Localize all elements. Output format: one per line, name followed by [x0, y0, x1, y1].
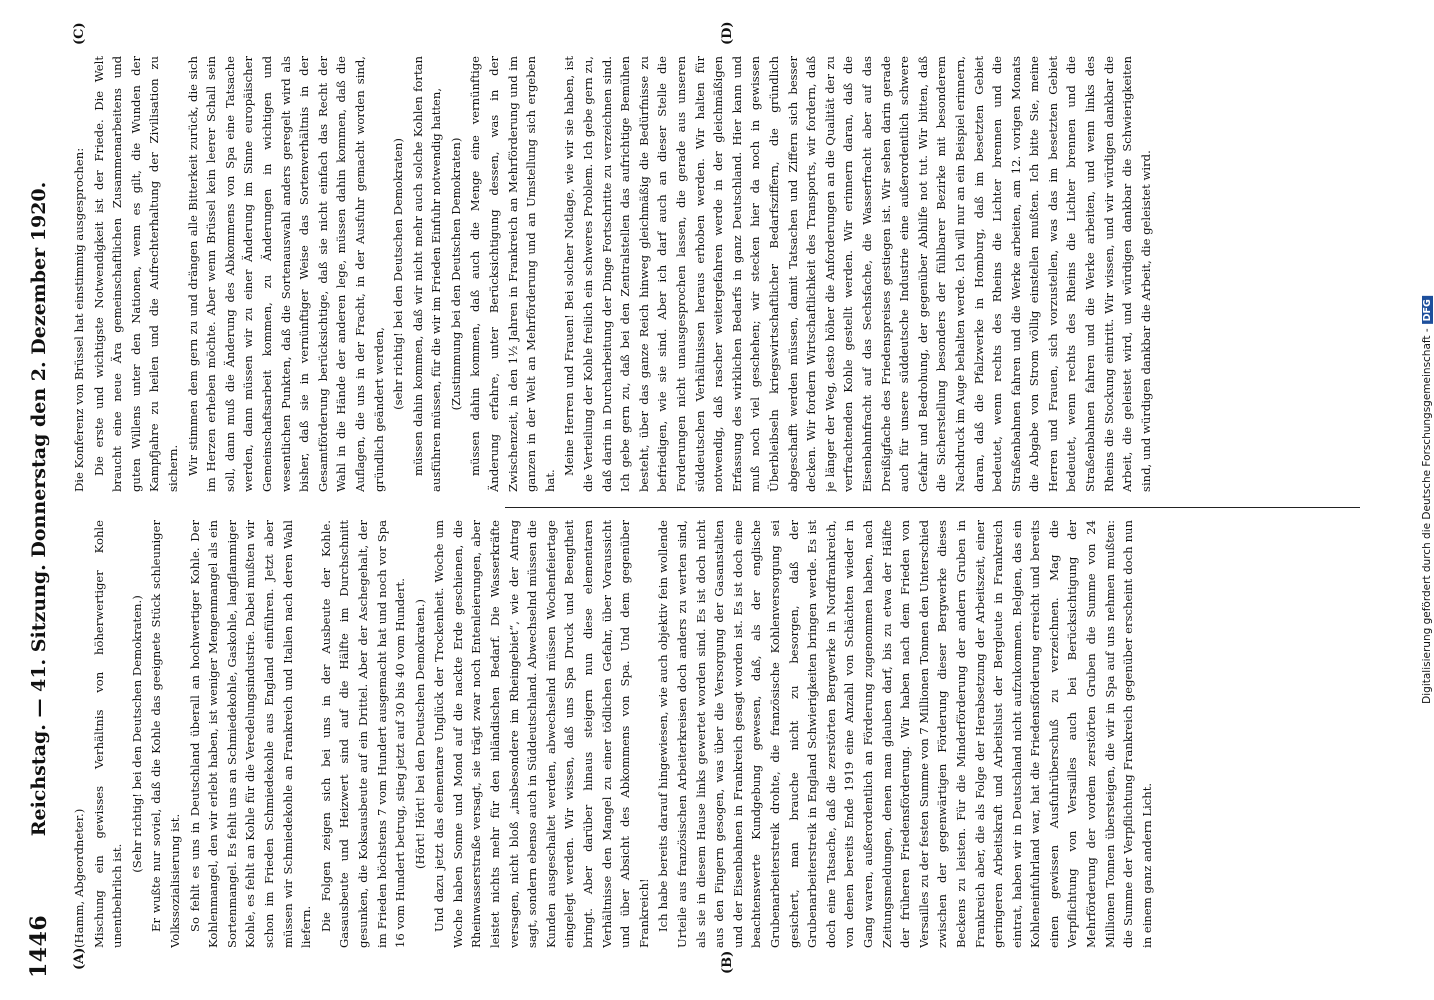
- margin-letter-c: (C): [72, 22, 87, 45]
- margin-letter-d: (D): [720, 21, 735, 45]
- page-header: [20, 40, 60, 978]
- text-column-right: [70, 56, 1380, 492]
- dfg-logo: DFG: [1422, 296, 1433, 324]
- col2-paragraph: Die Konferenz von Brüssel hat einstimmig ausgesprochen:: [72, 147, 86, 492]
- col1-paragraph: Er wußte nur soviel, daß die Kohle das geeignete Stück schleuniger Volkssozialisierung ist.: [149, 520, 182, 948]
- col1-paragraph: Ich habe bereits darauf hingewiesen, wie auch objektiv fein wollende Urteile aus französischen Arbeiterkreisen doch anders zu werten sind, als sie in diesem Hause links gewertet worden sind. Es ist doch nicht aus den Fingern gesogen, was über die Versorgung der Gasanstalten und der Eisenbahnen in Frankreich gesagt worden ist. Es ist doch eine beachtenswerte Kundgebung gewesen, daß, als der englische Grubenarbeiterstreik drohte, die französische Kohlenversorgung sei gesichert, man brauche nicht zu besorgen, daß der Grubenarbeiterstreik in England Schwierigkeiten bringen werde. Es ist doch eine Tatsache, daß die zerstörten Bergwerke in Nordfrankreich, von denen bereits Ende 1919 eine Anzahl von Schächten wieder in Gang waren, außerordentlich an Förderung zugenommen haben, nach Zeitungsmeldungen, denen man glauben darf, bis zu etwa der Hälfte der früheren Friedensförderung. Wir haben nach dem Frieden von Versailles zu der festen Summe von 7 Millionen Tonnen den Unterschied zwischen der gegenwärtigen Förderung dieser Bergwerke dieses Beckens zu leisten. Für die Minderförderung der andern Gruben in Frankreich aber, die als Folge der Herabsetzung der Arbeitszeit, einer geringeren Arbeitskraft und Arbeitslust der Bergleute in Frankreich eintrat, haben wir in Deutschland nicht aufzukommen. Belgien, das ein Kohleneinfuhrland war, hat die Friedensförderung erreicht und bereits einen gewissen Ausfuhrüberschuß zu verzeichnen. Mag die Verpflichtung von Versailles auch bei Berücksichtigung der Mehrförderung der vordem zerstörten Gruben die Summe von 24 Millionen Tonnen übersteigen, die wir in Spa auf uns nehmen mußten: die Summe der Verpflichtung Frankreich gegenüber erscheint doch nun in einem ganz andern Licht.: [656, 520, 1154, 948]
- col2-paragraph: müssen dahin kommen, daß wir nicht mehr auch solche Kohlen fortan ausführen müssen, für die wir im Frieden Einfuhr notwendig hatten,: [410, 56, 444, 492]
- col1-paragraph: Mischung ein gewisses Verhältnis von höherwertiger Kohle unentbehrlich ist.: [91, 520, 125, 948]
- col2-paragraph: (sehr richtig! bei den Deutschen Demokraten): [391, 138, 406, 410]
- col1-paragraph: (Sehr richtig! bei den Deutschen Demokraten.): [129, 595, 144, 873]
- col2-paragraph: Die erste und wichtigste Notwendigkeit ist der Friede. Die Welt braucht eine neue Ära gemeinschaftlichen Zusammenarbeitens und guten Willens unter den Nationen, wenn es gilt, die Wunden der Kampfjahre zu heilen und die Aufrechterhaltung der Zivilisation zu sichern.: [91, 56, 180, 492]
- digitization-credit: [1412, 10, 1434, 990]
- credit-text: Digitalisierung gefördert durch die Deutsche Forschungsgemeinschaft -: [1421, 328, 1433, 704]
- margin-letter-a: (A): [72, 947, 87, 970]
- col1-paragraph: (Hört! Hört! bei den Deutschen Demokraten.): [412, 599, 427, 869]
- col2-paragraph: müssen dahin kommen, daß auch die Menge eine vernünftige Änderung erfahre, unter Berücksichtigung dessen, was in der Zwischenzeit, in den 1½ Jahren in Frankreich an Mehrförderung und im ganzen in der Welt an Mehrförderung und an Umstellung sich ergeben hat.: [468, 56, 557, 492]
- col2-paragraph: (Zustimmung bei den Deutschen Demokraten): [448, 137, 463, 411]
- col1-paragraph: Und dazu jetzt das elementare Unglück der Trockenheit. Woche um Woche haben Sonne und Mond auf die nackte Erde geschienen, die Rheinwasserstraße versagt, sie trägt zwar noch Entenleierungen, aber leistet nichts mehr für den inländischen Bedarf. Die Wasserkräfte versagen, nicht bloß „insbesondere im Rheingebiet“, wie der Antrag sagt, sondern ebenso auch in Süddeutschland. Abwechselnd müssen die Kunden ausgeschaltet werden, abwechselnd müssen Wochenfeiertage eingelegt werden. Wir wissen, daß uns Spa Druck und Beengtheit bringt. Aber darüber hinaus steigern nun diese elementaren Verhältnisse den Mangel zu einer tödlichen Gefahr, über Voraussicht und über Absicht des Abkommens von Spa. Und dem gegenüber Frankreich!: [432, 520, 651, 948]
- col1-paragraph: So fehlt es uns in Deutschland überall an hochwertiger Kohle. Der Kohlenmangel, den wir erlebt haben, ist weniger Mengenmangel als ein Sortenmangel. Es fehlt uns an Schmiedekohle, Gaskohle, langflammiger Kohle, es fehlt an Kohle für die Veredelungsindustrie. Dabei mußten wir schon im Frieden Schmiedekohle aus England einführen. Jetzt aber müssen wir Schmiedekohle an Frankreich und Italien nach deren Wahl liefern.: [187, 520, 314, 948]
- page-number: 1446: [26, 914, 52, 978]
- margin-letter-b: (B): [720, 950, 735, 974]
- col2-paragraph: Meine Herren und Frauen! Bei solcher Notlage, wie wir sie haben, ist die Verteilung der Kohle freilich ein schweres Problem. Ich gebe gern zu, daß darin in Durcharbeitung der Dinge Fortschritte zu verzeichnen sind. Ich gebe gern zu, daß bei den Zentralstellen das aufrichtige Bemühen besteht, über das ganze Reich hinweg gleichmäßig die Bedürfnisse zu befriedigen, wie sie sind. Aber ich darf auch an dieser Stelle die Forderungen nicht unausgesprochen lassen, die gerade aus unseren süddeutschen Verhältnissen heraus erhoben werden. Wir halten für notwendig, daß rascher weitergefahren werde in der gleichmäßigen Erfassung des wirklichen Bedarfs in ganz Deutschland. Hier kann und muß noch viel geschehen; wir stecken hier da noch in gewissen Überbleibseln kriegswirtschaftlicher Bedarfsziffern, die gründlich abgeschafft werden müssen, damit Tatsachen und Ziffern sich besser decken. Wir fordern Wirtschaftlichkeit des Transports, wir fordern, daß je länger der Weg, desto höher die Anforderungen an die Qualität der zu verfrachtenden Kohle gestellt werden. Wir erinnern daran, daß die Eisenbahnfracht auf das Sechsfache, die Wasserfracht aber auf das Dreißigfache des Friedenspreises gestiegen ist. Wir sehen darin gerade auch für unsere süddeutsche Industrie eine außerordentlich schwere Gefahr und Bedrohung, der gegenüber Abhilfe not tut. Wir bitten, daß die Sicherstellung besonders der fühlbarer Bezirke mit besonderem Nachdruck im Auge behalten werde. Ich will nur an ein Beispiel erinnern, daran, daß die Pfalzwerke in Homburg, daß im besetzten Gebiet bedeutet, wenn rechts des Rheins die Lichter brennen und die Straßenbahnen fahren und die Werke arbeiten, am 12. vorigen Monats die Abgabe von Strom völlig einstellen mußten. Ich bitte Sie, meine Herren und Frauen, sich vorzustellen, was das im besetzten Gebiet bedeutet, wenn rechts des Rheins die Lichter brennen und die Straßenbahnen fahren und die Werke arbeiten, und wenn links des Rheins die Stockung eintritt. Wir wissen, und wir würdigen dankbar die Arbeit, die geleistet wird, und würdigen dankbar die Schwierigkeiten sind, und würdigen dankbar die Arbeit, die geleistet wird.: [562, 56, 1153, 492]
- col1-paragraph: Die Folgen zeigen sich bei uns in der Ausbeute der Kohle. Gasausbeute und Heizwert sind auf die Hälfte im Durchschnitt gesunken, die Koksausbeute auf ein Drittel. Aber der Aschegehalt, der im Frieden höchstens 7 vom Hundert ausgemacht hat und noch vor Spa 16 vom Hundert betrug, stieg jetzt auf 30 bis 40 vom Hundert.: [318, 520, 408, 948]
- running-head: Reichstag. — 41. Sitzung. Donnerstag den 2. Dezember 1920.: [28, 181, 50, 837]
- text-column-left: [70, 520, 1380, 948]
- column-rule: [505, 507, 1360, 508]
- col2-paragraph: Wir stimmen dem gern zu und drängen alle Bitterkeit zurück, die sich im Herzen erheben möchte. Aber wenn Brüssel kein leerer Schall sein soll, dann muß die Änderung des Abkommens von Spa eine Tatsache werden, dann müssen wir zu einer Änderung im Sinne europäischer Gemeinschaftsarbeit kommen, zu Änderungen in wichtigen und wesentlichen Punkten, daß die Sortenauswahl anders geregelt wird als bisher, daß sie in vernünftiger Weise das Sortenverhältnis in der Gesamtförderung berücksichtige, daß sie nicht einfach das Recht der Wahl in die Hände der anderen lege, müssen dahin kommen, daß die Auflagen, die uns in der Fracht, in der Ausfuhr gemacht worden sind, gründlich geändert werden,: [185, 56, 386, 492]
- col1-paragraph: (Hamm, Abgeordneter.): [72, 808, 86, 948]
